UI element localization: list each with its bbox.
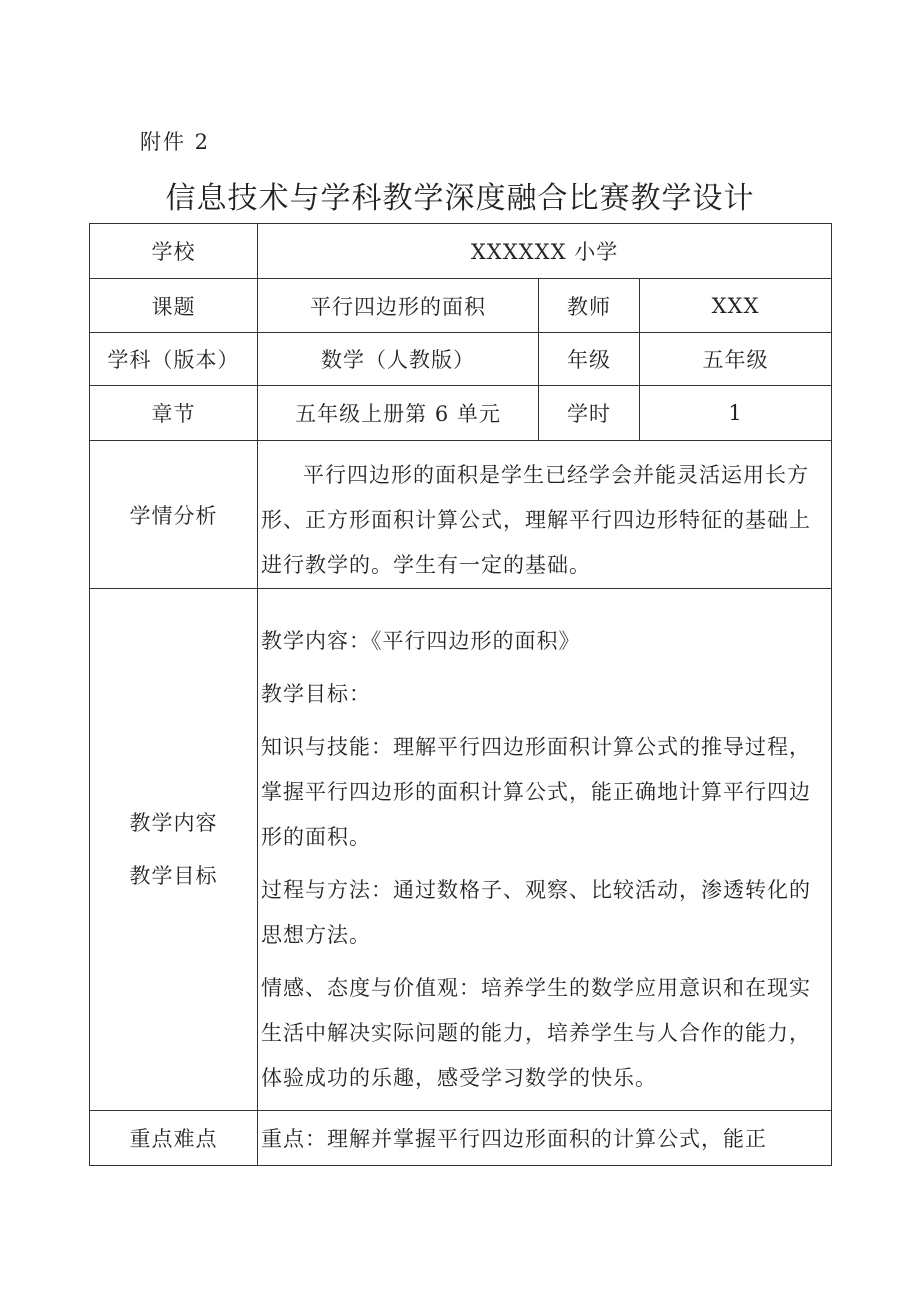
school-label: 学校 bbox=[90, 224, 258, 279]
grade-value: 五年级 bbox=[640, 333, 832, 386]
school-value: XXXXXX 小学 bbox=[258, 224, 832, 279]
lesson-design-table bbox=[89, 223, 832, 1166]
row-analysis bbox=[90, 441, 832, 589]
key-label: 重点难点 bbox=[90, 1111, 258, 1166]
grade-label: 年级 bbox=[539, 333, 640, 386]
key-text: 重点：理解并掌握平行四边形面积的计算公式，能正 bbox=[258, 1111, 832, 1166]
row-topic bbox=[90, 279, 832, 333]
chapter-label: 章节 bbox=[90, 386, 258, 441]
topic-label: 课题 bbox=[90, 279, 258, 333]
attachment-label: 附件 2 bbox=[140, 130, 211, 154]
content-label-cell bbox=[90, 589, 258, 1111]
row-chapter bbox=[90, 386, 832, 441]
content-line: 教学内容：《平行四边形的面积》 bbox=[261, 629, 581, 653]
row-subject bbox=[90, 333, 832, 386]
analysis-label: 学情分析 bbox=[90, 441, 258, 589]
analysis-text: 平行四边形的面积是学生已经学会并能灵活运用长方形、正方形面积计算公式，理解平行四边形特征的基础上进行教学的。学生有一定的基础。 bbox=[261, 463, 811, 577]
hours-label: 学时 bbox=[539, 386, 640, 441]
hours-value: 1 bbox=[640, 386, 832, 441]
page-title: 信息技术与学科教学深度融合比赛教学设计 bbox=[165, 181, 755, 216]
content-cell bbox=[258, 589, 832, 1111]
content-line: 教学目标： bbox=[261, 682, 371, 706]
teacher-value: XXX bbox=[640, 279, 832, 333]
content-label: 教学内容 bbox=[129, 810, 218, 835]
row-school bbox=[90, 224, 832, 279]
content-line: 过程与方法：通过数格子、观察、比较活动，渗透转化的思想方法。 bbox=[261, 878, 811, 947]
row-content bbox=[90, 589, 832, 1111]
content-line: 知识与技能：理解平行四边形面积计算公式的推导过程，掌握平行四边形的面积计算公式，能正确地计算平行四边形的面积。 bbox=[261, 735, 811, 849]
teacher-label: 教师 bbox=[539, 279, 640, 333]
content-line: 情感、态度与价值观：培养学生的数学应用意识和在现实生活中解决实际问题的能力，培养学生与人合作的能力，体验成功的乐趣，感受学习数学的快乐。 bbox=[261, 976, 811, 1090]
subject-label: 学科（版本） bbox=[90, 333, 258, 386]
analysis-cell bbox=[258, 441, 832, 589]
subject-value: 数学（人教版） bbox=[258, 333, 539, 386]
chapter-value: 五年级上册第 6 单元 bbox=[258, 386, 539, 441]
objective-label: 教学目标 bbox=[129, 863, 218, 888]
row-key-points bbox=[90, 1111, 832, 1166]
topic-value: 平行四边形的面积 bbox=[258, 279, 539, 333]
